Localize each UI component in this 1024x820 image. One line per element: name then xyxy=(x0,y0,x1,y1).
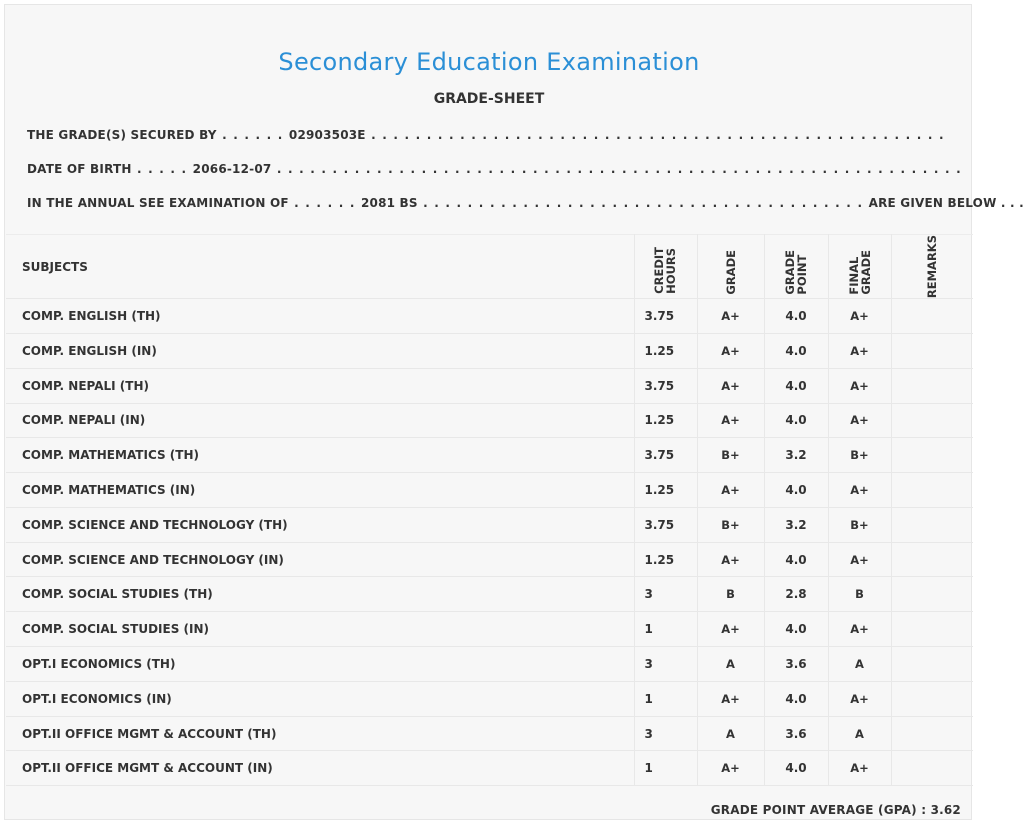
header-remarks-label: REMARKS xyxy=(925,235,940,299)
subject-cell: OPT.I ECONOMICS (IN) xyxy=(6,681,634,716)
grade-cell: A+ xyxy=(697,751,764,786)
dots: . . . . . . . . . . . . . . . . . . . . . . . . . . . . . . . . . . . . . . . . . . . . . . . . . . . . xyxy=(365,128,945,142)
final-grade-cell: A+ xyxy=(828,333,891,368)
grade-cell: A xyxy=(697,647,764,682)
final-grade-cell: A xyxy=(828,716,891,751)
table-row xyxy=(6,299,973,334)
page-title: Secondary Education Examination xyxy=(278,48,700,76)
secured-by-line xyxy=(27,128,945,142)
header-grade xyxy=(697,235,764,299)
grade-cell: B+ xyxy=(697,438,764,473)
table-row xyxy=(6,473,973,508)
grade-cell: A+ xyxy=(697,368,764,403)
subject-cell: COMP. SOCIAL STUDIES (TH) xyxy=(6,577,634,612)
final-grade-cell: A+ xyxy=(828,612,891,647)
exam-line xyxy=(27,196,1024,210)
final-grade-cell: B+ xyxy=(828,438,891,473)
table-row xyxy=(6,403,973,438)
grade-point-cell: 4.0 xyxy=(764,681,828,716)
dots: . . . . . xyxy=(131,162,193,176)
symbol-number: 02903503E xyxy=(288,128,366,142)
table-row xyxy=(6,716,973,751)
subject-cell: COMP. NEPALI (IN) xyxy=(6,403,634,438)
grade-cell: A+ xyxy=(697,681,764,716)
gpa-label: GRADE POINT AVERAGE (GPA) : xyxy=(710,803,931,817)
table-row xyxy=(6,333,973,368)
remarks-cell xyxy=(891,368,973,403)
dots: . . . . . . xyxy=(288,196,361,210)
credit-hours-cell: 1.25 xyxy=(634,333,697,368)
final-grade-cell: B+ xyxy=(828,507,891,542)
credit-hours-cell: 3.75 xyxy=(634,438,697,473)
grade-point-cell: 4.0 xyxy=(764,612,828,647)
table-row xyxy=(6,542,973,577)
subject-cell: COMP. SOCIAL STUDIES (IN) xyxy=(6,612,634,647)
credit-hours-cell: 3.75 xyxy=(634,507,697,542)
subject-cell: COMP. MATHEMATICS (TH) xyxy=(6,438,634,473)
credit-hours-cell: 3 xyxy=(634,577,697,612)
dots: . . . . . . . . . . . . . . . . . . . . . . . . . . . . . . . . . . . . . . . . xyxy=(417,196,869,210)
remarks-cell xyxy=(891,438,973,473)
table-row xyxy=(6,681,973,716)
final-grade-cell: A xyxy=(828,647,891,682)
grade-cell: B+ xyxy=(697,507,764,542)
credit-hours-cell: 3 xyxy=(634,647,697,682)
subject-cell: OPT.II OFFICE MGMT & ACCOUNT (TH) xyxy=(6,716,634,751)
grade-cell: B xyxy=(697,577,764,612)
grade-point-cell: 4.0 xyxy=(764,403,828,438)
final-grade-cell: A+ xyxy=(828,681,891,716)
subject-cell: COMP. SCIENCE AND TECHNOLOGY (TH) xyxy=(6,507,634,542)
remarks-cell xyxy=(891,333,973,368)
grade-cell: A+ xyxy=(697,542,764,577)
credit-hours-cell: 1 xyxy=(634,751,697,786)
credit-hours-cell: 3 xyxy=(634,716,697,751)
exam-year: 2081 BS xyxy=(360,196,418,210)
dob-label: DATE OF BIRTH xyxy=(27,162,132,176)
remarks-cell xyxy=(891,751,973,786)
grade-point-cell: 3.2 xyxy=(764,438,828,473)
dob-line xyxy=(27,162,962,176)
subject-cell: COMP. ENGLISH (TH) xyxy=(6,299,634,334)
subject-cell: OPT.I ECONOMICS (TH) xyxy=(6,647,634,682)
header-grade-point xyxy=(764,235,828,299)
grades-table xyxy=(6,234,973,786)
remarks-cell xyxy=(891,403,973,438)
grade-cell: A+ xyxy=(697,473,764,508)
remarks-cell xyxy=(891,542,973,577)
final-grade-cell: A+ xyxy=(828,473,891,508)
remarks-cell xyxy=(891,612,973,647)
grade-point-cell: 4.0 xyxy=(764,333,828,368)
grade-rows xyxy=(6,299,973,786)
table-row xyxy=(6,368,973,403)
final-grade-cell: A+ xyxy=(828,751,891,786)
header-grade-label: GRADE xyxy=(723,249,738,295)
table-header-row xyxy=(6,235,973,299)
exam-label: IN THE ANNUAL SEE EXAMINATION OF xyxy=(27,196,289,210)
grade-cell: A+ xyxy=(697,333,764,368)
table-row xyxy=(6,507,973,542)
remarks-cell xyxy=(891,507,973,542)
exam-tail: ARE GIVEN BELOW . . . xyxy=(868,196,1024,210)
credit-hours-cell: 1.25 xyxy=(634,473,697,508)
final-grade-cell: A+ xyxy=(828,299,891,334)
table-row xyxy=(6,647,973,682)
final-grade-cell: A+ xyxy=(828,403,891,438)
header-subjects: SUBJECTS xyxy=(6,235,634,299)
table-row xyxy=(6,751,973,786)
grade-point-cell: 3.6 xyxy=(764,647,828,682)
final-grade-cell: B xyxy=(828,577,891,612)
grade-point-cell: 4.0 xyxy=(764,751,828,786)
remarks-cell xyxy=(891,716,973,751)
credit-hours-cell: 1 xyxy=(634,681,697,716)
header-grade-point-label: GRADE POINT xyxy=(783,249,809,295)
grade-cell: A+ xyxy=(697,612,764,647)
subject-cell: COMP. SCIENCE AND TECHNOLOGY (IN) xyxy=(6,542,634,577)
credit-hours-cell: 1.25 xyxy=(634,542,697,577)
dots: . . . . . . xyxy=(216,128,289,142)
credit-hours-cell: 1.25 xyxy=(634,403,697,438)
header-credit-hours xyxy=(634,235,697,299)
subject-cell: OPT.II OFFICE MGMT & ACCOUNT (IN) xyxy=(6,751,634,786)
gpa-value: 3.62 xyxy=(930,803,961,817)
header-final-grade-label: FINAL GRADE xyxy=(846,249,873,295)
subject-cell: COMP. ENGLISH (IN) xyxy=(6,333,634,368)
subject-cell: COMP. NEPALI (TH) xyxy=(6,368,634,403)
grade-point-cell: 3.2 xyxy=(764,507,828,542)
remarks-cell xyxy=(891,647,973,682)
grade-cell: A+ xyxy=(697,403,764,438)
credit-hours-cell: 3.75 xyxy=(634,368,697,403)
secured-by-label: THE GRADE(S) SECURED BY xyxy=(27,128,217,142)
grade-point-cell: 2.8 xyxy=(764,577,828,612)
table-row xyxy=(6,438,973,473)
dob-value: 2066-12-07 xyxy=(192,162,272,176)
remarks-cell xyxy=(891,473,973,508)
grade-point-cell: 4.0 xyxy=(764,368,828,403)
dots: . . . . . . . . . . . . . . . . . . . . . . . . . . . . . . . . . . . . . . . . . . . . . . . . . . . . . . . . . . . . . . xyxy=(271,162,962,176)
credit-hours-cell: 3.75 xyxy=(634,299,697,334)
remarks-cell xyxy=(891,681,973,716)
remarks-cell xyxy=(891,299,973,334)
grade-cell: A+ xyxy=(697,299,764,334)
grade-point-cell: 4.0 xyxy=(764,473,828,508)
grade-cell: A xyxy=(697,716,764,751)
subject-cell: COMP. MATHEMATICS (IN) xyxy=(6,473,634,508)
table-row xyxy=(6,612,973,647)
grade-point-cell: 3.6 xyxy=(764,716,828,751)
gpa-summary xyxy=(711,803,961,817)
header-final-grade xyxy=(828,235,891,299)
final-grade-cell: A+ xyxy=(828,542,891,577)
page-subtitle: GRADE-SHEET xyxy=(433,91,545,107)
grade-point-cell: 4.0 xyxy=(764,542,828,577)
table-row xyxy=(6,577,973,612)
header-remarks xyxy=(891,235,973,299)
credit-hours-cell: 1 xyxy=(634,612,697,647)
header-credit-hours-label: CREDIT HOURS xyxy=(651,247,678,295)
grade-point-cell: 4.0 xyxy=(764,299,828,334)
final-grade-cell: A+ xyxy=(828,368,891,403)
remarks-cell xyxy=(891,577,973,612)
grade-sheet xyxy=(4,4,1024,820)
